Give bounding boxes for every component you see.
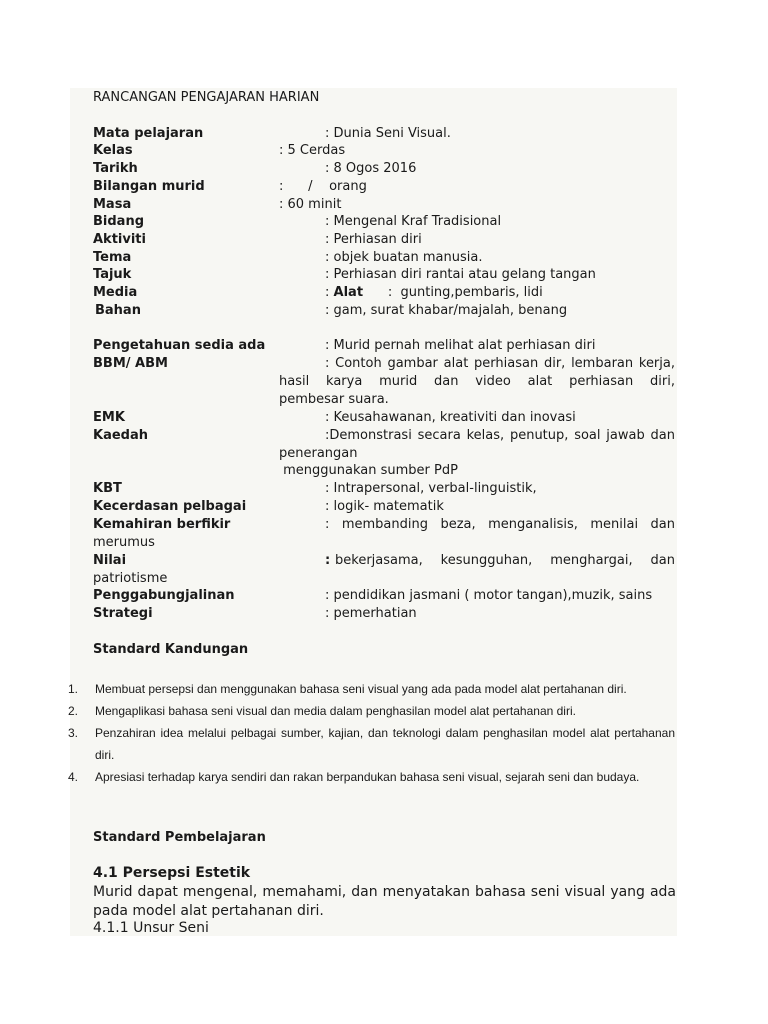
field-cont-nilai: patriotisme: [93, 571, 168, 586]
field-value-kemahiran: : membanding beza, menganalisis, menilai dan: [325, 517, 675, 532]
field-value-penggabungjalinan: : pendidikan jasmani ( motor tangan),muzik, sains: [325, 588, 653, 603]
field-value-kelas: : 5 Cerdas: [279, 143, 346, 158]
field-value-kaedah: :Demonstrasi secara kelas, penutup, soal jawab dan: [325, 428, 675, 443]
field-label-kelas: Kelas: [93, 143, 133, 158]
field-value-kecerdasan: : logik- matematik: [325, 499, 444, 514]
kandungan-item-4-number: 4.: [68, 770, 79, 784]
field-value-mata-pelajaran: : Dunia Seni Visual.: [325, 126, 451, 141]
kandungan-item-3-number: 3.: [68, 726, 79, 740]
field-value-strategi: : pemerhatian: [325, 606, 417, 621]
field-value-tarikh: : 8 Ogos 2016: [325, 161, 417, 176]
field-label-nilai: Nilai: [93, 553, 127, 568]
field-value-nilai: bekerjasama, kesungguhan, menghargai, dan: [335, 553, 675, 568]
field-cont-bbm-abm-1: hasil karya murid dan video alat perhiasan diri,: [279, 374, 675, 389]
field-cont-kaedah-2: menggunakan sumber PdP: [279, 463, 458, 478]
standard-kandungan-heading: Standard Kandungan: [93, 642, 249, 657]
kandungan-item-1-text: Membuat persepsi dan menggunakan bahasa seni visual yang ada pada model alat pertahanan diri.: [95, 682, 627, 696]
field-label-media: Media: [93, 285, 138, 300]
field-label-kbt: KBT: [93, 481, 122, 496]
field-label-kecerdasan: Kecerdasan pelbagai: [93, 499, 247, 514]
field-value-bahan: : gam, surat khabar/majalah, benang: [325, 303, 568, 318]
field-label-emk: EMK: [93, 410, 125, 425]
unsur-seni-item: 4.1.1 Unsur Seni: [93, 920, 209, 936]
field-label-kemahiran: Kemahiran berfikir: [93, 517, 231, 532]
field-label-tajuk: Tajuk: [93, 267, 132, 282]
media-alat-value: : gunting,pembaris, lidi: [387, 285, 543, 300]
kandungan-item-2-text: Mengaplikasi bahasa seni visual dan media dalam penghasilan model alat pertahanan diri.: [95, 704, 576, 718]
persepsi-estetik-text: Murid dapat mengenal, memahami, dan menyatakan bahasa seni visual yang ada pada model alat pertahanan diri.: [93, 884, 676, 919]
field-value-aktiviti: : Perhiasan diri: [325, 232, 422, 247]
media-alat-label: Alat: [333, 285, 364, 300]
field-value-pengetahuan: : Murid pernah melihat alat perhiasan diri: [325, 338, 596, 353]
document-title: RANCANGAN PENGAJARAN HARIAN: [93, 90, 320, 105]
field-label-mata-pelajaran: Mata pelajaran: [93, 126, 204, 141]
field-value-bbm-abm: : Contoh gambar alat perhiasan dir, lembaran kerja,: [325, 356, 675, 371]
media-colon: :: [325, 285, 330, 300]
field-label-bilangan-murid: Bilangan murid: [93, 179, 205, 194]
kandungan-item-2-number: 2.: [68, 704, 79, 718]
field-cont-kemahiran: merumus: [93, 535, 155, 550]
field-label-bahan: Bahan: [95, 303, 141, 318]
field-label-strategi: Strategi: [93, 606, 153, 621]
field-value-kbt: : Intrapersonal, verbal-linguistik,: [325, 481, 537, 496]
field-value-bilangan-murid: : / orang: [279, 179, 367, 194]
standard-pembelajaran-heading: Standard Pembelajaran: [93, 830, 266, 845]
field-value-masa: : 60 minit: [279, 197, 342, 212]
field-label-bbm-abm: BBM/ ABM: [93, 356, 168, 371]
field-label-bidang: Bidang: [93, 214, 145, 229]
field-value-bidang: : Mengenal Kraf Tradisional: [325, 214, 502, 229]
field-label-tarikh: Tarikh: [93, 161, 138, 176]
kandungan-item-4-text: Apresiasi terhadap karya sendiri dan rakan berpandukan bahasa seni visual, sejarah seni dan budaya.: [95, 770, 640, 784]
field-value-tema: : objek buatan manusia.: [325, 250, 483, 265]
field-label-tema: Tema: [93, 250, 132, 265]
field-cont-bbm-abm-2: pembesar suara.: [279, 392, 389, 407]
field-value-emk: : Keusahawanan, kreativiti dan inovasi: [325, 410, 576, 425]
field-label-masa: Masa: [93, 197, 132, 212]
field-colon-nilai: :: [325, 553, 331, 568]
persepsi-estetik-heading: 4.1 Persepsi Estetik: [93, 865, 251, 881]
kandungan-item-3-text: Penzahiran idea melalui pelbagai sumber, kajian, dan teknologi dalam penghasilan model alat pertahanan diri.: [95, 726, 675, 762]
field-label-penggabungjalinan: Penggabungjalinan: [93, 588, 235, 603]
field-label-aktiviti: Aktiviti: [93, 232, 146, 247]
field-cont-kaedah-1: penerangan: [279, 446, 358, 461]
field-value-media: [325, 284, 543, 302]
field-value-tajuk: : Perhiasan diri rantai atau gelang tangan: [325, 267, 596, 282]
field-label-pengetahuan: Pengetahuan sedia ada: [93, 338, 266, 353]
kandungan-item-1-number: 1.: [68, 682, 79, 696]
field-label-kaedah: Kaedah: [93, 428, 148, 443]
